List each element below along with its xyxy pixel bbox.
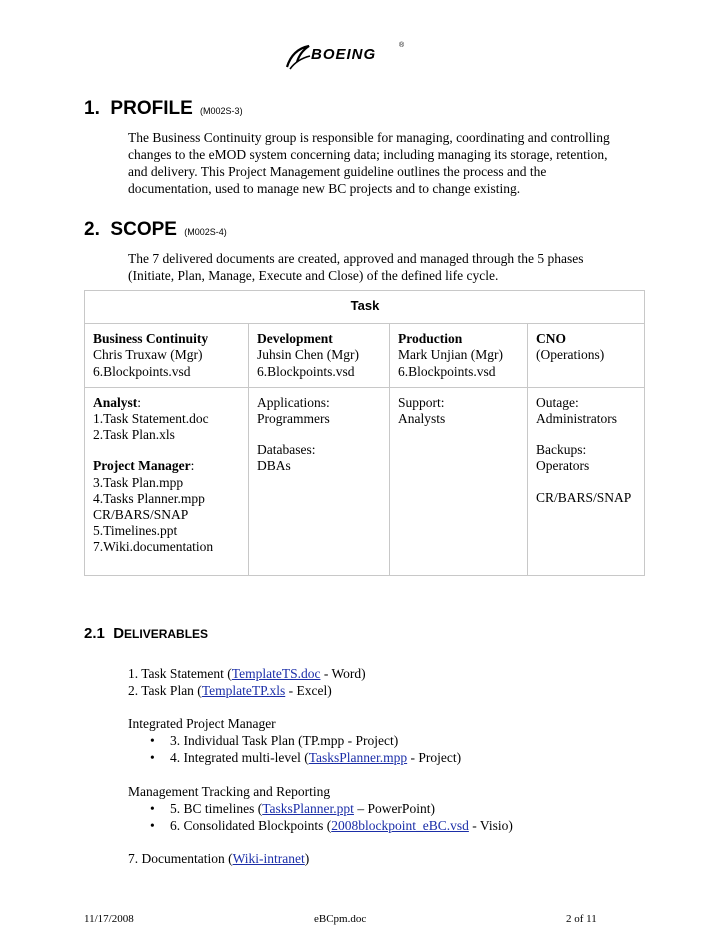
- cno-role-line: Backups:: [536, 442, 587, 458]
- pm-label: Project Manager: [93, 458, 191, 474]
- scope-line: (Initiate, Plan, Manage, Execute and Close) of the defined life cycle.: [128, 268, 499, 283]
- profile-line: The Business Continuity group is responsible for managing, coordinating and controlling: [128, 130, 610, 145]
- role-row: [85, 387, 645, 575]
- dev-role-line: Programmers: [257, 411, 330, 427]
- profile-number: 1.: [84, 98, 100, 119]
- deliverable-item-4: • 4. Integrated multi-level (TasksPlanner.mpp - Project): [128, 749, 461, 766]
- profile-line: documentation, used to manage new BC projects and to change existing.: [128, 181, 521, 196]
- scope-paragraph: [128, 250, 583, 284]
- team-lead: Chris Truxaw (Mgr): [93, 347, 203, 363]
- footer-filename: eBCpm.doc: [314, 913, 367, 925]
- deliverables-heading: [84, 625, 208, 642]
- cno-roles-cell: [528, 387, 645, 575]
- profile-heading: [84, 98, 243, 120]
- logo-text: BOEING: [311, 46, 377, 63]
- pm-item: CR/BARS/SNAP: [93, 507, 189, 523]
- footer-page-number: 2 of 11: [566, 913, 597, 925]
- profile-line: changes to the eMOD system concerning data; including managing its storage, retention,: [128, 147, 608, 162]
- team-name: Development: [257, 331, 333, 347]
- profile-title: PROFILE: [110, 98, 193, 119]
- team-file: 6.Blockpoints.vsd: [398, 363, 496, 379]
- deliverables-list: [128, 665, 366, 699]
- management-tracking-group: [128, 783, 513, 834]
- analyst-item: 1.Task Statement.doc: [93, 411, 209, 427]
- boeing-logo: [283, 40, 413, 74]
- group-title: Integrated Project Manager: [128, 716, 276, 731]
- cno-role-line: Operators: [536, 458, 590, 474]
- integrated-pm-group: [128, 715, 461, 766]
- template-ts-link[interactable]: TemplateTS.doc: [231, 666, 321, 681]
- profile-code: (M002S-3): [200, 106, 243, 116]
- team-file: 6.Blockpoints.vsd: [93, 363, 191, 379]
- team-lead: Juhsin Chen (Mgr): [257, 347, 359, 363]
- scope-code: (M002S-4): [184, 227, 227, 237]
- bc-roles-cell: Analyst: 1.Task Statement.doc 2.Task Plan.xls Project Manager: 3.Task Plan.mpp 4.Tasks Planner.mpp CR/BARS/SNAP 5.Timelines.ppt 7.Wiki.documentation: [85, 387, 249, 575]
- prod-roles-cell: [390, 387, 528, 575]
- team-cell-dev: [249, 324, 390, 388]
- deliverables-title-rest: ELIVERABLES: [124, 627, 209, 641]
- pm-item: 3.Task Plan.mpp: [93, 474, 184, 490]
- prod-role-line: Analysts: [398, 411, 446, 427]
- footer-date: 11/17/2008: [84, 913, 134, 925]
- pm-item: 4.Tasks Planner.mpp: [93, 490, 205, 506]
- deliverable-item-5: • 5. BC timelines (TasksPlanner.ppt – PowerPoint): [128, 800, 513, 817]
- scope-number: 2.: [84, 219, 100, 240]
- blockpoint-vsd-link[interactable]: 2008blockpoint_eBC.vsd: [331, 818, 469, 833]
- team-row: [85, 324, 645, 388]
- team-cell-bc: [85, 324, 249, 388]
- template-tp-link[interactable]: TemplateTP.xls: [201, 683, 286, 698]
- deliverable-item-7: 7. Documentation (Wiki-intranet): [128, 851, 310, 866]
- pm-item: 7.Wiki.documentation: [93, 539, 214, 555]
- scope-title: SCOPE: [110, 219, 177, 240]
- wiki-intranet-link[interactable]: Wiki-intranet: [232, 851, 305, 866]
- profile-paragraph: [128, 129, 610, 197]
- scope-line: The 7 delivered documents are created, approved and managed through the 5 phases: [128, 251, 584, 266]
- deliverable-item-2: 2. Task Plan (TemplateTP.xls - Excel): [128, 683, 332, 698]
- deliverable-item-1: 1. Task Statement (TemplateTS.doc - Word): [128, 666, 366, 681]
- deliverables-number: 2.1: [84, 625, 105, 642]
- dev-role-line: Applications:: [257, 394, 330, 410]
- cno-role-line: CR/BARS/SNAP: [536, 489, 632, 505]
- team-cell-cno: [528, 324, 645, 388]
- task-table: [84, 290, 645, 576]
- dev-roles-cell: [249, 387, 390, 575]
- profile-line: and delivery. This Project Management guideline outlines the process and the: [128, 164, 547, 179]
- analyst-label: Analyst: [93, 394, 138, 410]
- team-cell-prod: [390, 324, 528, 388]
- deliverable-item-6: • 6. Consolidated Blockpoints (2008blockpoint_eBC.vsd - Visio): [128, 817, 513, 834]
- cno-role-line: Administrators: [536, 411, 617, 427]
- deliverable-item-3: • 3. Individual Task Plan (TP.mpp - Project): [128, 732, 461, 749]
- team-name: Business Continuity: [93, 331, 209, 347]
- team-file: 6.Blockpoints.vsd: [257, 363, 355, 379]
- tasks-planner-mpp-link[interactable]: TasksPlanner.mpp: [308, 750, 408, 765]
- team-lead: (Operations): [536, 347, 605, 363]
- dev-role-line: DBAs: [257, 458, 291, 474]
- task-header: Task: [85, 291, 645, 324]
- prod-role-line: Support:: [398, 394, 445, 410]
- registered-mark: ®: [399, 42, 405, 49]
- boeing-wing-icon: [283, 42, 313, 72]
- pm-item: 5.Timelines.ppt: [93, 523, 178, 539]
- dev-role-line: Databases:: [257, 442, 316, 458]
- team-name: Production: [398, 331, 463, 347]
- cno-role-line: Outage:: [536, 394, 579, 410]
- group-title: Management Tracking and Reporting: [128, 784, 331, 799]
- team-lead: Mark Unjian (Mgr): [398, 347, 503, 363]
- deliverables-title-first: D: [113, 625, 125, 642]
- analyst-item: 2.Task Plan.xls: [93, 427, 175, 443]
- team-name: CNO: [536, 331, 566, 347]
- scope-heading: [84, 219, 227, 241]
- tasks-planner-ppt-link[interactable]: TasksPlanner.ppt: [262, 801, 354, 816]
